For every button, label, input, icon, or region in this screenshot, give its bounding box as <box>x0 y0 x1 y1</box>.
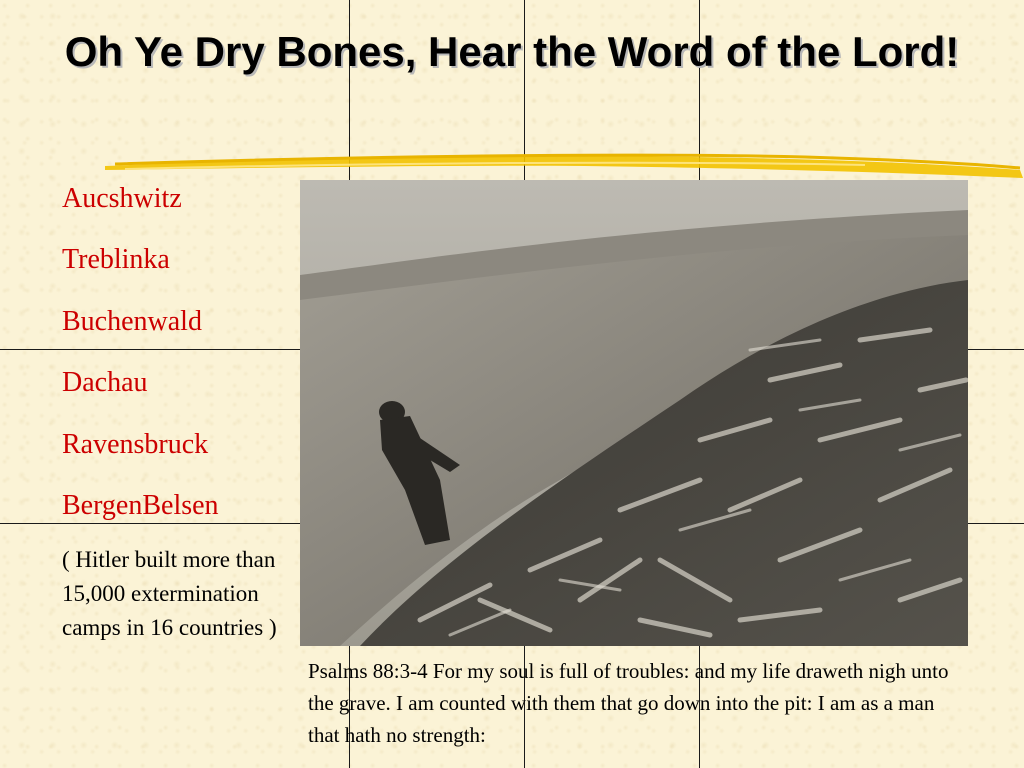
camp-item-buchenwald: Buchenwald <box>62 305 202 337</box>
camp-item-dachau: Dachau <box>62 367 148 399</box>
camp-item-bergenbelsen: BergenBelsen <box>62 489 219 521</box>
slide-title: Oh Ye Dry Bones, Hear the Word of the Lord! <box>64 28 960 75</box>
hitler-camps-note: ( Hitler built more than 15,000 extermination camps in 16 countries ) <box>62 547 277 640</box>
camp-list <box>62 180 219 548</box>
camp-item-treblinka: Treblinka <box>62 244 170 276</box>
yellow-brush-underline <box>105 148 1024 184</box>
camp-item-ravensbruck: Ravensbruck <box>62 428 209 460</box>
psalm-verse: Psalms 88:3-4 For my soul is full of troubles: and my life draweth nigh unto the grave. I am counted with them that go down into the pit: I am as a man that hath no strength: <box>308 659 949 747</box>
mass-grave-photo <box>300 180 968 646</box>
camp-item-aucshwitz: Aucshwitz <box>62 183 182 214</box>
